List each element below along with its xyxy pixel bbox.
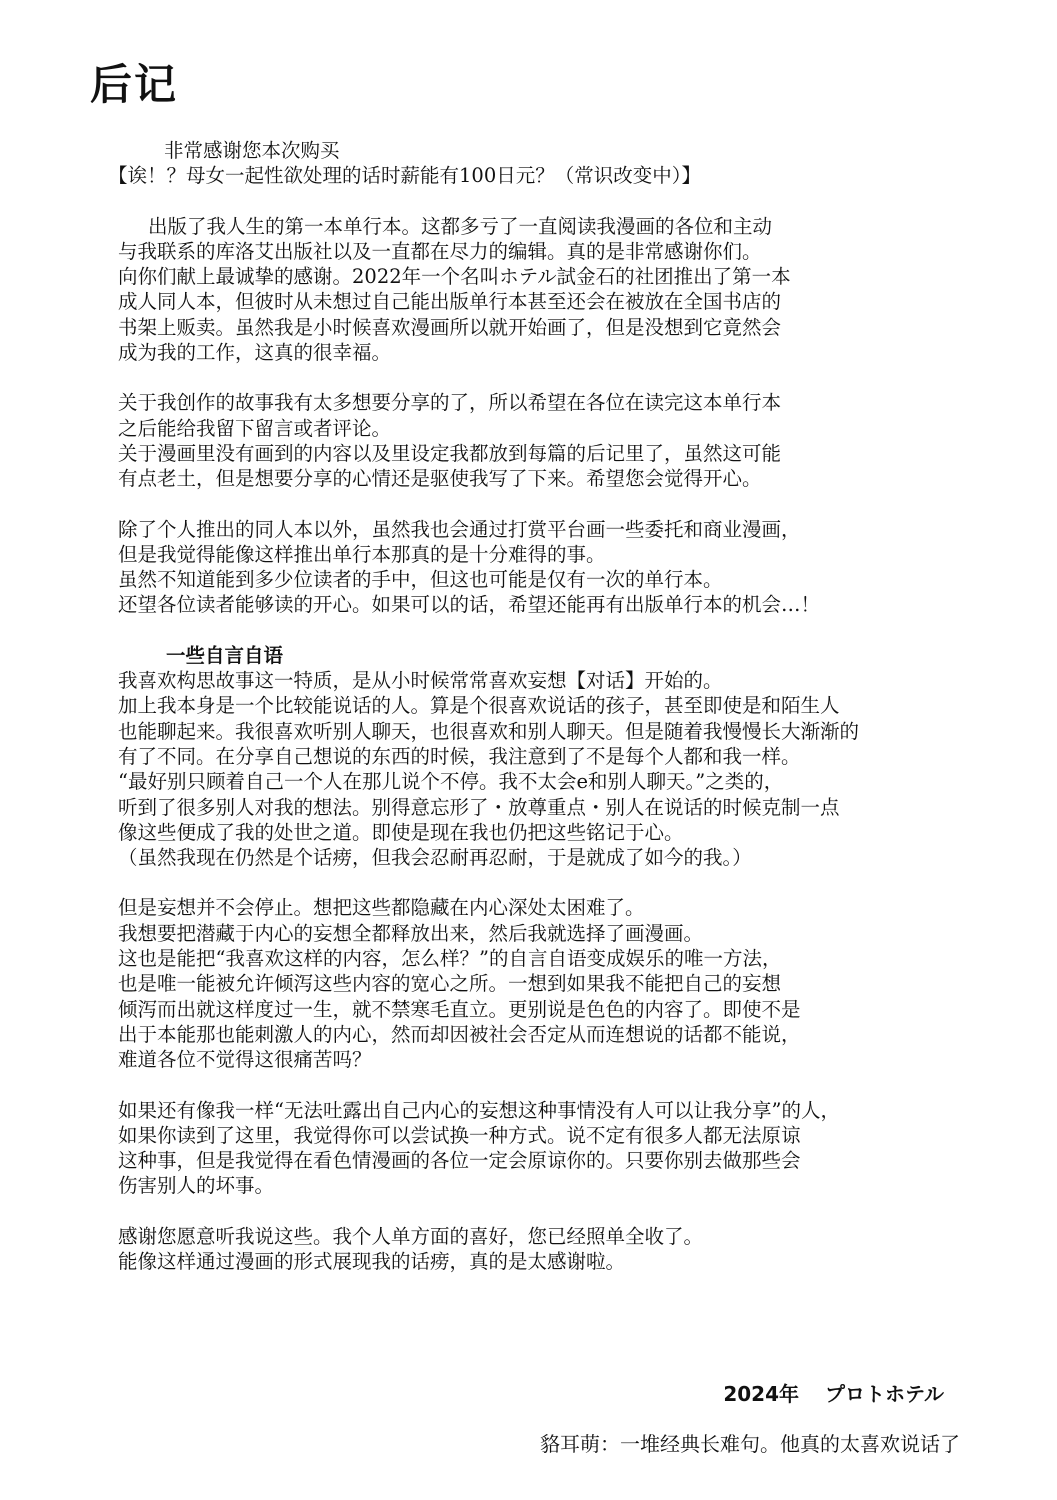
text-line: 成人同人本，但彼时从未想过自己能出版单行本甚至还会在被放在全国书店的	[118, 290, 782, 314]
text-line: 我想要把潜藏于内心的妄想全都释放出来，然后我就选择了画漫画。	[118, 921, 704, 945]
section-paragraph-4	[118, 1224, 1004, 1275]
text-line: 成为我的工作，这真的很幸福。	[118, 341, 392, 365]
text-line: “最好别只顾着自己一个人在那儿说个不停。我不太会e和别人聊天。”之类的，	[118, 770, 784, 794]
text-line: 有点老土，但是想要分享的心情还是驱使我写了下来。希望您会觉得开心。	[118, 467, 762, 491]
book-title: 【诶！？母女一起性欲处理的话时薪能有100日元？（常识改变中）】	[108, 164, 701, 188]
intro-thanks: 非常感谢您本次购买	[164, 139, 340, 162]
section-paragraph-1	[118, 668, 1004, 870]
text-line: 能像这样通过漫画的形式展现我的话痨，真的是太感谢啦。	[118, 1249, 626, 1273]
paragraph-3	[118, 517, 1004, 618]
text-line: 除了个人推出的同人本以外，虽然我也会通过打赏平台画一些委托和商业漫画，	[118, 517, 801, 541]
text-line: 这种事，但是我觉得在看色情漫画的各位一定会原谅你的。只要你别去做那些会	[118, 1149, 801, 1173]
intro-block	[108, 138, 1004, 189]
text-line: 还望各位读者能够读的开心。如果可以的话，希望还能再有出版单行本的机会…！	[118, 593, 821, 617]
section-paragraph-2	[118, 895, 1004, 1072]
afterword-body	[108, 138, 1004, 1299]
translator-note: 貉耳萌：一堆经典长难句。他真的太喜欢说话了	[540, 1432, 960, 1456]
text-line: 难道各位不觉得这很痛苦吗？	[118, 1048, 372, 1072]
text-line: 出于本能那也能刺激人的内心，然而却因被社会否定从而连想说的话都不能说，	[118, 1022, 801, 1046]
text-line: 但是妄想并不会停止。想把这些都隐藏在内心深处太困难了。	[118, 896, 645, 920]
text-line: 出版了我人生的第一本单行本。这都多亏了一直阅读我漫画的各位和主动	[148, 214, 773, 238]
text-line: 向你们献上最诚挚的感谢。2022年一个名叫ホテル試金石的社团推出了第一本	[118, 265, 791, 289]
text-line: 书架上贩卖。虽然我是小时候喜欢漫画所以就开始画了，但是没想到它竟然会	[118, 315, 782, 339]
text-line: 关于我创作的故事我有太多想要分享的了，所以希望在各位在读完这本单行本	[118, 391, 782, 415]
text-line: 与我联系的库洛艾出版社以及一直都在尽力的编辑。真的是非常感谢你们。	[118, 239, 762, 263]
text-line: 关于漫画里没有画到的内容以及里设定我都放到每篇的后记里了，虽然这可能	[118, 441, 782, 465]
text-line: 有了不同。在分享自己想说的东西的时候，我注意到了不是每个人都和我一样。	[118, 744, 801, 768]
text-line: （虽然我现在仍然是个话痨，但我会忍耐再忍耐，于是就成了如今的我。）	[118, 846, 752, 870]
signature	[723, 1378, 944, 1407]
signature-year: 2024年	[723, 1382, 799, 1406]
paragraph-1	[118, 214, 1004, 366]
text-line: 但是我觉得能像这样推出单行本那真的是十分难得的事。	[118, 542, 606, 566]
text-line: 如果还有像我一样“无法吐露出自己内心的妄想这种事情没有人可以让我分享”的人，	[118, 1098, 840, 1122]
text-line: 虽然不知道能到多少位读者的手中，但这也可能是仅有一次的单行本。	[118, 568, 723, 592]
section-paragraph-3	[118, 1098, 1004, 1199]
text-line: 倾泻而出就这样度过一生，就不禁寒毛直立。更别说是色色的内容了。即使不是	[118, 997, 801, 1021]
text-line: 感谢您愿意听我说这些。我个人单方面的喜好，您已经照单全收了。	[118, 1224, 704, 1248]
text-line: 这也是能把“我喜欢这样的内容，怎么样？”的自言自语变成娱乐的唯一方法，	[118, 947, 782, 971]
text-line: 伤害别人的坏事。	[118, 1174, 275, 1198]
text-line: 如果你读到了这里，我觉得你可以尝试换一种方式。说不定有很多人都无法原谅	[118, 1123, 801, 1147]
text-line: 也是唯一能被允许倾泻这些内容的宽心之所。一想到如果我不能把自己的妄想	[118, 972, 782, 996]
page-title: 后记	[90, 60, 179, 109]
paragraph-2	[118, 390, 1004, 491]
text-line: 听到了很多别人对我的想法。别得意忘形了・放尊重点・别人在说话的时候克制一点	[118, 795, 840, 819]
signature-author: プロトホテル	[825, 1382, 944, 1406]
text-line: 像这些便成了我的处世之道。即使是现在我也仍把这些铭记于心。	[118, 820, 684, 844]
text-line: 也能聊起来。我很喜欢听别人聊天，也很喜欢和别人聊天。但是随着我慢慢长大渐渐的	[118, 719, 860, 743]
text-line: 加上我本身是一个比较能说话的人。算是个很喜欢说话的孩子，甚至即使是和陌生人	[118, 694, 840, 718]
text-line: 之后能给我留下留言或者评论。	[118, 416, 392, 440]
section-heading: 一些自言自语	[166, 643, 284, 667]
text-line: 我喜欢构思故事这一特质，是从小时候常常喜欢妄想【对话】开始的。	[118, 669, 723, 693]
